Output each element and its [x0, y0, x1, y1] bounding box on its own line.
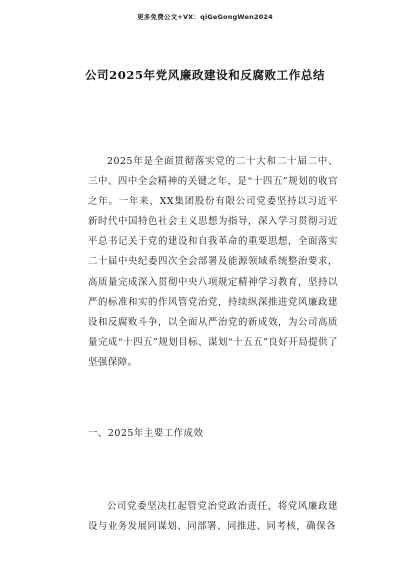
section-1-paragraph: 公司党委坚决扛起管党治党政治责任，将党风廉政建设与业务发展同谋划、同部署、同推进、同考核，确保各 [88, 501, 338, 533]
section-heading-1: 一、2025年主要工作成效 [88, 428, 204, 439]
intro-paragraph: 2025年是全面贯彻落实党的二十大和二十届二中、三中、四中全会精神的关键之年，是“十四五”规划的收官之年。一年来，XX集团股份有限公司党委坚持以习近平新时代中国特色社会主义思想为指导，深入学习贯彻习近平总书记关于党的建设和自我革命的重要思想，全面落实二十届中央纪委四次全会部署及能源领域系统整治要求，高质量完成深入贯彻中央八项规定精神学习教育，坚持以严的标准和实的作风管党治党，持续纵深推进党风廉政建设和反腐败斗争，以全面从严治党的新成效，为公司高质量完成“十四五”规划目标、谋划“十五五”良好开局提供了坚强保障。 [88, 156, 338, 368]
header-note: 更多免费公文+VX：qiGeGongWen2024 [137, 13, 273, 21]
document-title: 公司2025年党风廉政建设和反腐败工作总结 [84, 68, 326, 82]
